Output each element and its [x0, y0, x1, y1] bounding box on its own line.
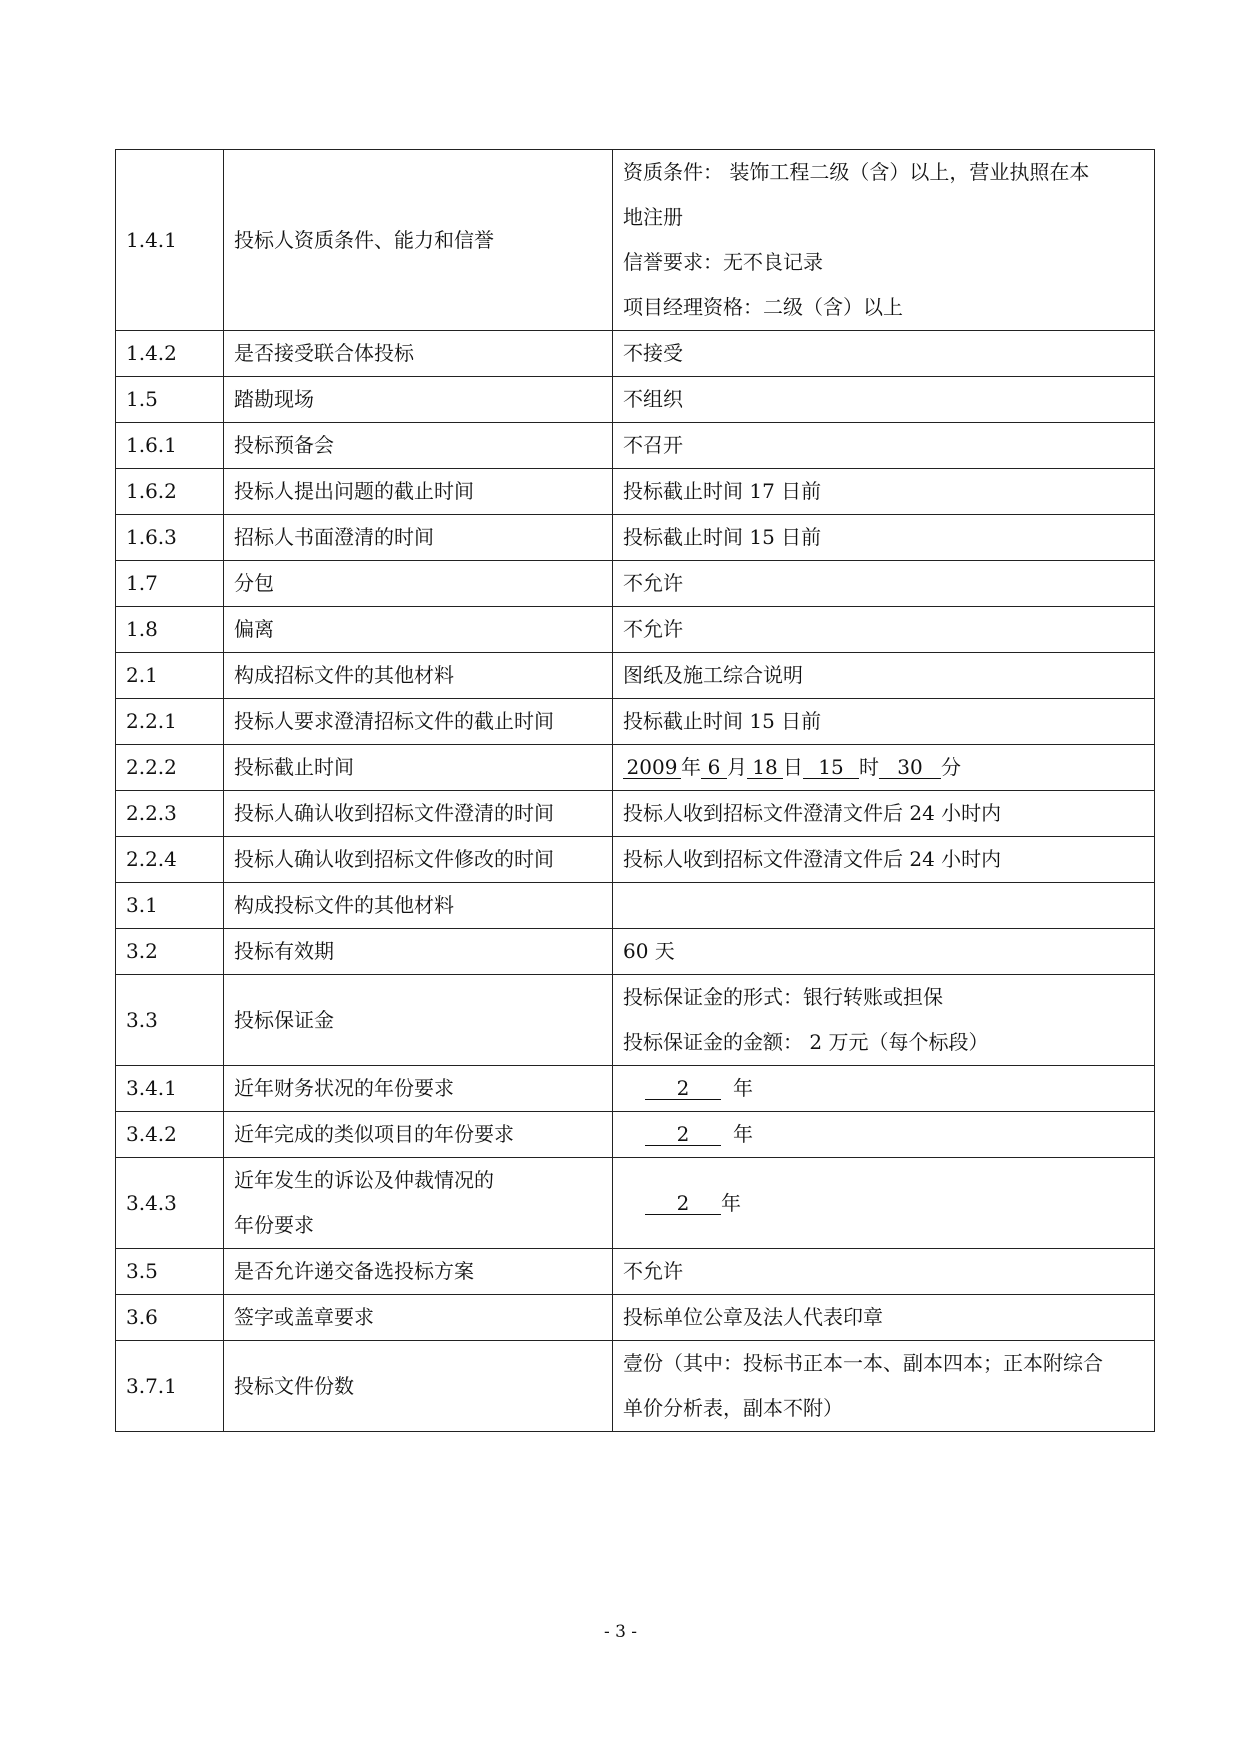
clause-item: 踏勘现场 — [224, 377, 613, 423]
clause-item — [224, 1158, 613, 1249]
clause-content — [613, 1341, 1155, 1432]
table-row — [116, 791, 1155, 837]
clause-item: 近年完成的类似项目的年份要求 — [224, 1112, 613, 1158]
clause-item: 投标人资质条件、能力和信誉 — [224, 150, 613, 331]
years-content — [613, 1112, 1155, 1158]
clause-number: 2.2.1 — [116, 699, 224, 745]
clause-content: 图纸及施工综合说明 — [613, 653, 1155, 699]
clause-content: 投标人收到招标文件澄清文件后 24 小时内 — [613, 837, 1155, 883]
clause-number: 1.7 — [116, 561, 224, 607]
clause-item: 投标人要求澄清招标文件的截止时间 — [224, 699, 613, 745]
clause-number: 2.2.2 — [116, 745, 224, 791]
deadline-month: 6 — [701, 756, 727, 779]
years-content — [613, 1158, 1155, 1249]
clause-content: 投标截止时间 15 日前 — [613, 515, 1155, 561]
minute-unit: 分 — [941, 755, 961, 779]
clause-number: 3.2 — [116, 929, 224, 975]
table-row — [116, 975, 1155, 1066]
clause-content: 投标截止时间 15 日前 — [613, 699, 1155, 745]
clause-content — [613, 975, 1155, 1066]
clause-content: 不组织 — [613, 377, 1155, 423]
clause-number: 2.2.3 — [116, 791, 224, 837]
years-unit: 年 — [721, 1190, 741, 1215]
clause-item: 投标人确认收到招标文件澄清的时间 — [224, 791, 613, 837]
table-row — [116, 423, 1155, 469]
years-unit: 年 — [733, 1076, 753, 1100]
clause-number: 3.4.3 — [116, 1158, 224, 1249]
clause-number: 2.1 — [116, 653, 224, 699]
clause-number: 1.5 — [116, 377, 224, 423]
table-row — [116, 699, 1155, 745]
table-row — [116, 515, 1155, 561]
table-row — [116, 745, 1155, 791]
deadline-day: 18 — [747, 756, 783, 779]
clause-number: 3.7.1 — [116, 1341, 224, 1432]
content-line: 地注册 — [623, 205, 683, 229]
clause-number: 1.4.1 — [116, 150, 224, 331]
clause-item: 签字或盖章要求 — [224, 1295, 613, 1341]
deadline-year: 2009 — [623, 756, 681, 779]
clause-item: 构成投标文件的其他材料 — [224, 883, 613, 929]
years-unit: 年 — [733, 1122, 753, 1146]
years-value: 2 — [645, 1077, 721, 1100]
item-line: 近年发生的诉讼及仲裁情况的 — [234, 1168, 494, 1192]
table-row — [116, 837, 1155, 883]
table-row — [116, 1295, 1155, 1341]
clause-content — [613, 883, 1155, 929]
clause-number: 3.6 — [116, 1295, 224, 1341]
content-line: 单价分析表，副本不附） — [623, 1396, 843, 1420]
page-number: - 3 - — [603, 1622, 638, 1642]
table-row — [116, 1112, 1155, 1158]
clause-content — [613, 150, 1155, 331]
clause-item: 投标人确认收到招标文件修改的时间 — [224, 837, 613, 883]
clause-item: 是否允许递交备选投标方案 — [224, 1249, 613, 1295]
hour-unit: 时 — [859, 755, 879, 779]
table-row — [116, 331, 1155, 377]
clause-content: 投标单位公章及法人代表印章 — [613, 1295, 1155, 1341]
year-unit: 年 — [681, 755, 701, 779]
clause-content: 不允许 — [613, 607, 1155, 653]
deadline-minute: 30 — [879, 756, 941, 779]
content-line: 项目经理资格：二级（含）以上 — [623, 295, 903, 319]
clause-number: 3.5 — [116, 1249, 224, 1295]
clause-item: 构成招标文件的其他材料 — [224, 653, 613, 699]
content-line: 信誉要求：无不良记录 — [623, 250, 823, 274]
clause-number: 3.3 — [116, 975, 224, 1066]
deadline-hour: 15 — [803, 756, 859, 779]
bid-data-table — [115, 149, 1155, 1432]
clause-number: 1.8 — [116, 607, 224, 653]
clause-item: 偏离 — [224, 607, 613, 653]
clause-content: 不召开 — [613, 423, 1155, 469]
content-line: 资质条件： 装饰工程二级（含）以上，营业执照在本 — [623, 160, 1090, 184]
table-row — [116, 1249, 1155, 1295]
table-row — [116, 469, 1155, 515]
years-value: 2 — [645, 1192, 721, 1215]
clause-number: 1.6.1 — [116, 423, 224, 469]
clause-content: 不允许 — [613, 561, 1155, 607]
clause-item: 投标人提出问题的截止时间 — [224, 469, 613, 515]
clause-number: 1.6.2 — [116, 469, 224, 515]
years-content — [613, 1066, 1155, 1112]
table-row — [116, 150, 1155, 331]
years-value: 2 — [645, 1123, 721, 1146]
clause-content: 投标截止时间 17 日前 — [613, 469, 1155, 515]
clause-number: 1.4.2 — [116, 331, 224, 377]
clause-number: 1.6.3 — [116, 515, 224, 561]
deadline-content — [613, 745, 1155, 791]
content-line: 投标保证金的金额： 2 万元（每个标段） — [623, 1030, 989, 1054]
content-line: 投标保证金的形式：银行转账或担保 — [623, 985, 943, 1009]
table-row — [116, 1158, 1155, 1249]
clause-item: 分包 — [224, 561, 613, 607]
clause-item: 是否接受联合体投标 — [224, 331, 613, 377]
clause-item: 近年财务状况的年份要求 — [224, 1066, 613, 1112]
table-row — [116, 377, 1155, 423]
clause-number: 3.1 — [116, 883, 224, 929]
clause-item: 投标截止时间 — [224, 745, 613, 791]
clause-item: 投标预备会 — [224, 423, 613, 469]
table-row — [116, 607, 1155, 653]
clause-item: 投标文件份数 — [224, 1341, 613, 1432]
clause-content: 60 天 — [613, 929, 1155, 975]
table-row — [116, 561, 1155, 607]
table-row — [116, 883, 1155, 929]
clause-content: 投标人收到招标文件澄清文件后 24 小时内 — [613, 791, 1155, 837]
clause-number: 2.2.4 — [116, 837, 224, 883]
clause-item: 招标人书面澄清的时间 — [224, 515, 613, 561]
table-row — [116, 1066, 1155, 1112]
table-row — [116, 1341, 1155, 1432]
content-line: 壹份（其中：投标书正本一本、副本四本；正本附综合 — [623, 1351, 1103, 1375]
table-row — [116, 929, 1155, 975]
clause-number: 3.4.1 — [116, 1066, 224, 1112]
month-unit: 月 — [727, 755, 747, 779]
table-row — [116, 653, 1155, 699]
clause-content: 不允许 — [613, 1249, 1155, 1295]
clause-item: 投标保证金 — [224, 975, 613, 1066]
day-unit: 日 — [783, 755, 803, 779]
clause-item: 投标有效期 — [224, 929, 613, 975]
clause-number: 3.4.2 — [116, 1112, 224, 1158]
item-line: 年份要求 — [234, 1213, 314, 1237]
clause-content: 不接受 — [613, 331, 1155, 377]
